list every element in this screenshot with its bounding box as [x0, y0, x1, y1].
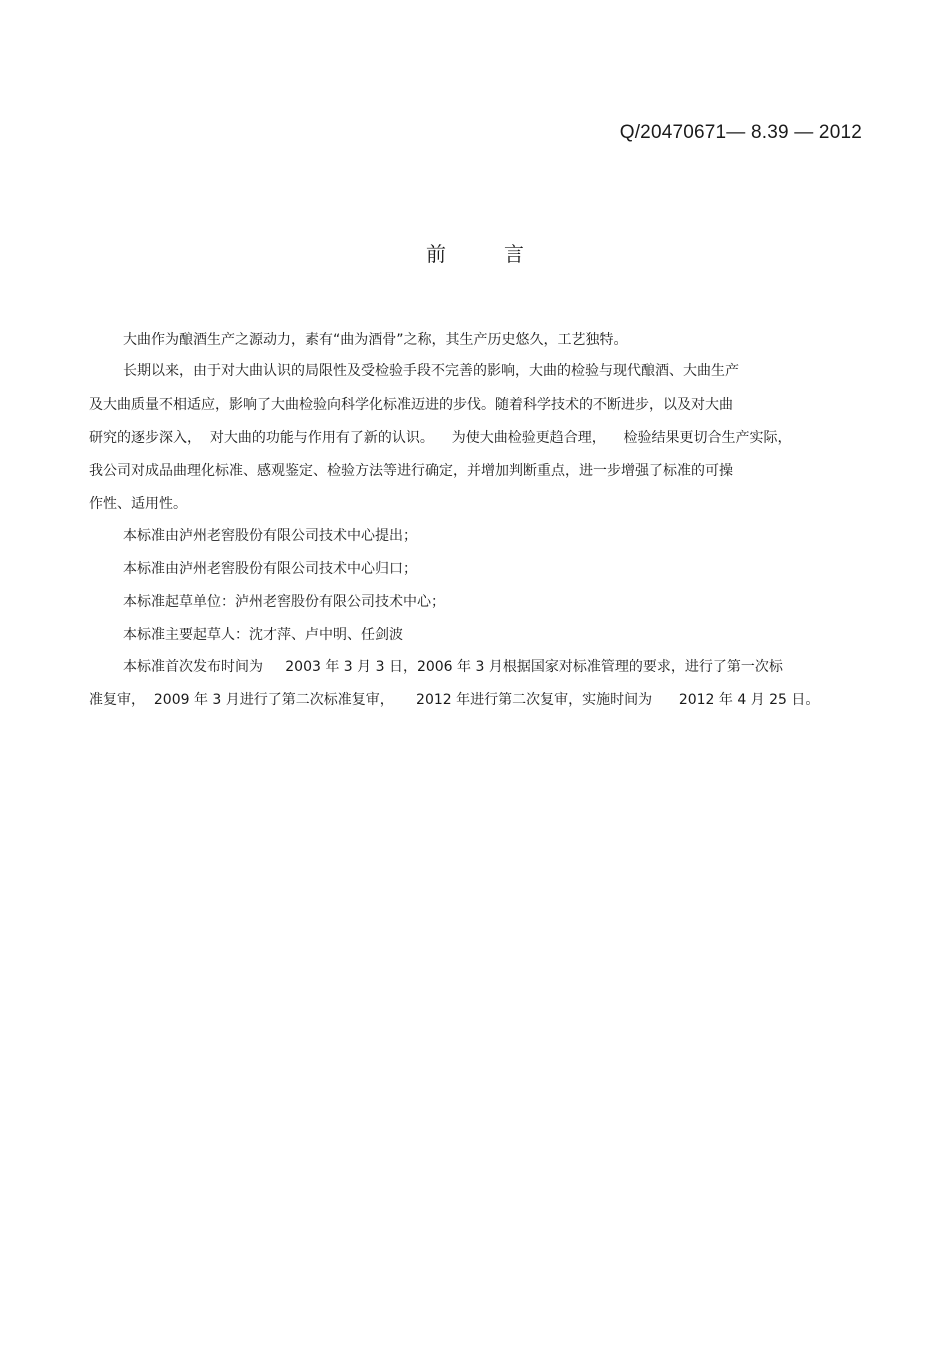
paragraph-line: 研究的逐步深入， 对大曲的功能与作用有了新的认识。 为使大曲检验更趋合理， 检验结果更切合生产实际，: [89, 430, 792, 446]
document-code: Q/20470671— 8.39 — 2012: [619, 122, 862, 143]
paragraph-line: 准复审， 2009 年 3 月进行了第二次标准复审， 2012 年进行第二次复审，实施时间为 2012 年 4 月 25 日。: [89, 692, 820, 708]
paragraph-line: 我公司对成品曲理化标准、感观鉴定、检验方法等进行确定，并增加判断重点，进一步增强了标准的可操: [89, 463, 733, 479]
paragraph-line: 本标准起草单位：泸州老窖股份有限公司技术中心；: [123, 594, 445, 610]
paragraph-line: 作性、适用性。: [89, 496, 187, 512]
paragraph-line: 本标准由泸州老窖股份有限公司技术中心提出；: [123, 528, 417, 544]
paragraph-line: 长期以来，由于对大曲认识的局限性及受检验手段不完善的影响，大曲的检验与现代酿酒、大曲生产: [123, 363, 739, 379]
paragraph-line: 及大曲质量不相适应，影响了大曲检验向科学化标准迈进的步伐。随着科学技术的不断进步，以及对大曲: [89, 397, 733, 413]
page-title: 前言: [426, 242, 582, 266]
paragraph-line: 大曲作为酿酒生产之源动力，素有“曲为酒骨”之称，其生产历史悠久，工艺独特。: [123, 332, 628, 348]
paragraph-line: 本标准主要起草人：沈才萍、卢中明、任剑波: [123, 627, 403, 643]
paragraph-line: 本标准首次发布时间为 2003 年 3 月 3 日，2006 年 3 月根据国家对标准管理的要求，进行了第一次标: [123, 659, 783, 675]
paragraph-line: 本标准由泸州老窖股份有限公司技术中心归口；: [123, 561, 417, 577]
